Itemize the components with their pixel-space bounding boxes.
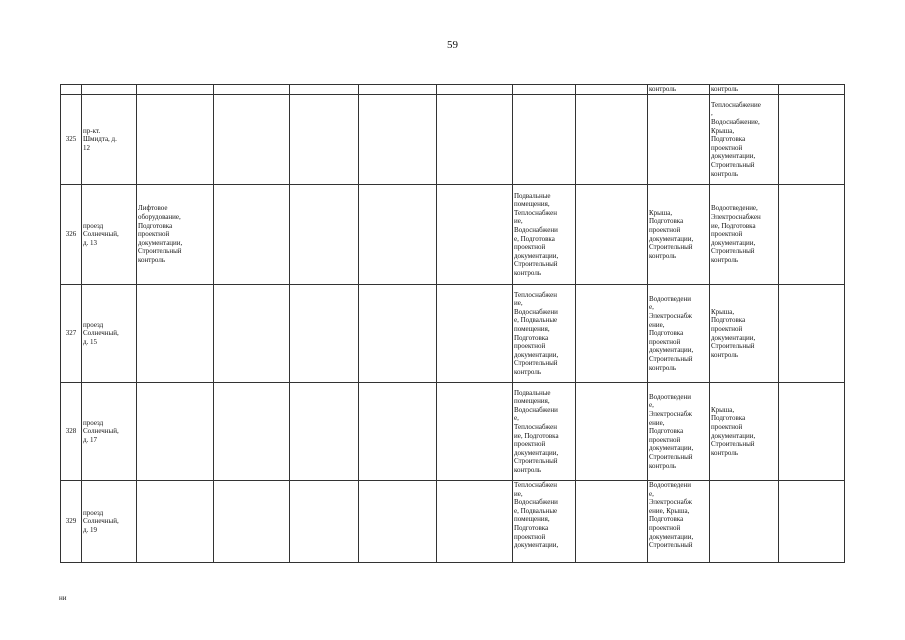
table-cell (437, 383, 513, 481)
table-cell (137, 481, 214, 563)
table-cell (437, 185, 513, 285)
address-cell: проезд Солнечный, д. 17 (82, 383, 137, 481)
table-cell (779, 85, 845, 95)
table-cell (359, 383, 437, 481)
table-cell (137, 85, 214, 95)
table-cell (214, 481, 290, 563)
table-cell: Теплоснабжен ие, Водоснабжени е, Подвальные помещения, Подготовка проектной документации, Строительный контроль (513, 285, 576, 383)
table-cell (710, 481, 779, 563)
table-cell: Водоотведение, Электроснабжен ие, Подготовка проектной документации, Строительный контроль (710, 185, 779, 285)
table-cell: Водоотведени е, Электроснабж ение, Подготовка проектной документации, Строительный контроль (648, 285, 710, 383)
table-cell (137, 383, 214, 481)
table-cell (214, 383, 290, 481)
table-cell (779, 481, 845, 563)
table-cell (576, 185, 648, 285)
page-number: 59 (447, 39, 458, 51)
table-cell: Крыша, Подготовка проектной документации, Строительный контроль (710, 285, 779, 383)
table-cell (214, 95, 290, 185)
table-cell (437, 95, 513, 185)
table-cell (359, 85, 437, 95)
table-cell: контроль (648, 85, 710, 95)
table-cell (576, 95, 648, 185)
table-cell (437, 285, 513, 383)
table-cell (359, 95, 437, 185)
table-cell (779, 285, 845, 383)
table-cell (290, 185, 359, 285)
table-cell (290, 95, 359, 185)
table-row (61, 285, 845, 383)
table-cell (513, 85, 576, 95)
row-number: 327 (61, 285, 82, 383)
table-cell (779, 383, 845, 481)
table-row (61, 95, 845, 185)
table-cell (513, 95, 576, 185)
table-cell: Теплоснабжение , Водоснабжение, Крыша, Подготовка проектной документации, Строительный контроль (710, 95, 779, 185)
table-cell (290, 285, 359, 383)
row-number: 328 (61, 383, 82, 481)
continuation-row (61, 85, 845, 95)
table-cell (214, 185, 290, 285)
table-cell (779, 185, 845, 285)
address-cell: проезд Солнечный, д. 19 (82, 481, 137, 563)
repair-schedule-table (60, 84, 845, 563)
table-cell (437, 481, 513, 563)
table-cell: Теплоснабжен ие, Водоснабжени е, Подвальные помещения, Подготовка проектной документации, (513, 481, 576, 563)
table-cell: контроль (710, 85, 779, 95)
table-cell: Лифтовое оборудование, Подготовка проектной документации, Строительный контроль (137, 185, 214, 285)
table-row (61, 383, 845, 481)
table-cell: Водоотведени е, Электроснабж ение, Подготовка проектной документации, Строительный контроль (648, 383, 710, 481)
footer-text: ни (59, 594, 67, 602)
table-cell (359, 285, 437, 383)
row-number: 329 (61, 481, 82, 563)
table-cell (61, 85, 82, 95)
table-cell (576, 383, 648, 481)
table-cell: Крыша, Подготовка проектной документации, Строительный контроль (710, 383, 779, 481)
address-cell: проезд Солнечный, д. 13 (82, 185, 137, 285)
table-cell (214, 85, 290, 95)
address-cell: проезд Солнечный, д. 15 (82, 285, 137, 383)
table-cell (437, 85, 513, 95)
row-number: 325 (61, 95, 82, 185)
table-row (61, 185, 845, 285)
table-cell: Подвальные помещения, Водоснабжени е, Теплоснабжен ие, Подготовка проектной документации, Строительный контроль (513, 383, 576, 481)
table-cell: Крыша, Подготовка проектной документации, Строительный контроль (648, 185, 710, 285)
table-cell (214, 285, 290, 383)
table-cell: Подвальные помещения, Теплоснабжен ие, Водоснабжени е, Подготовка проектной документации, Строительный контроль (513, 185, 576, 285)
table-cell (359, 185, 437, 285)
table-cell: Водоотведени е, Электроснабж ение, Крыша, Подготовка проектной документации, Строительный (648, 481, 710, 563)
table-cell (576, 85, 648, 95)
table-cell (290, 481, 359, 563)
table-cell (290, 85, 359, 95)
table-cell (648, 95, 710, 185)
table-cell (576, 481, 648, 563)
table-cell (137, 285, 214, 383)
table-cell (779, 95, 845, 185)
address-cell: пр-кт. Шмидта, д. 12 (82, 95, 137, 185)
table-cell (576, 285, 648, 383)
table-row (61, 481, 845, 563)
row-number: 326 (61, 185, 82, 285)
table-cell (359, 481, 437, 563)
table-cell (82, 85, 137, 95)
table-cell (137, 95, 214, 185)
table-cell (290, 383, 359, 481)
